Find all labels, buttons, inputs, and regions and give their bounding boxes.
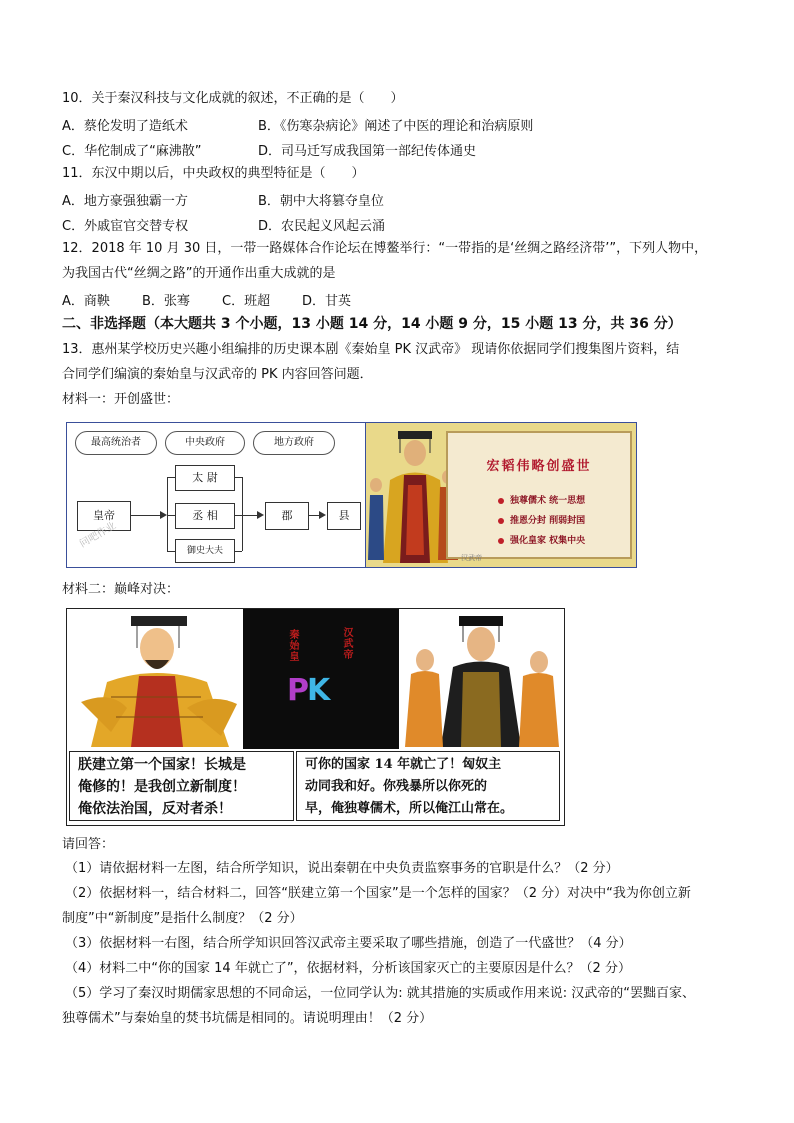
sub-question-5-line2: 独尊儒术”与秦始皇的焚书坑儒是相同的。请说明理由！（2 分） [62,1011,433,1026]
qin-shihuang-figure-icon [71,612,241,747]
sub-question-4: （4）材料二中“你的国家 14 年就亡了”，依据材料，分析该国家灭亡的主要原因是什么？（2 分） [65,961,631,976]
bullet-icon [498,538,504,544]
q11-stem: 11．东汉中期以后，中央政权的典型特征是（ ） [62,166,365,181]
emperor-figure-icon [368,425,458,565]
connector [234,551,242,552]
q10-option-c: C．华佗制成了“麻沸散” [62,144,202,159]
q13-intro-line2: 合同学们编演的秦始皇与汉武帝的 PK 内容回答问题． [62,367,373,382]
policy-text: 推恩分封 削弱封国 [510,516,586,526]
q12-stem-line2: 为我国古代“丝绸之路”的开通作出重大成就的是 [62,266,336,281]
q12-option-c: C．班超 [222,294,271,309]
section-two-heading: 二、非选择题（本大题共 3 个小题，13 小题 14 分，14 小题 9 分，15 小题 13 分，共 36 分） [62,316,682,332]
material-one-label: 材料一：开创盛世： [62,392,180,407]
q13-intro-line1: 13．惠州某学校历史兴趣小组编排的历史课本剧《秦始皇 PK 汉武帝》 现请你依据同学们搜集图片资料，结 [62,342,680,357]
q10-stem: 10．关于秦汉科技与文化成就的叙述，不正确的是（ ） [62,91,404,106]
connector [243,515,257,516]
arrow-icon [257,511,264,519]
connector [167,477,168,551]
connector [167,515,175,516]
minister-yushidafu-box: 御史大夫 [175,539,235,563]
pk-letter-k: K [307,673,329,708]
legend-local-government: 地方政府 [253,431,335,455]
han-wudi-speech-box [296,751,560,821]
watermark-text: 问吧作业 [77,520,119,550]
speech-line: 动同我和好。你残暴所以你死的 [305,779,488,794]
speech-line: 可你的国家 14 年就亡了！匈奴主 [305,757,502,772]
q11-option-b: B．朝中大将篡夺皇位 [258,194,384,209]
speech-line: 早，俺独尊儒术，所以俺江山常在。 [305,801,514,816]
connector [130,515,160,516]
material-two-label: 材料二：巅峰对决： [62,582,180,597]
han-wudi-image [401,612,561,747]
emperor-box: 皇帝 [77,501,131,531]
commandery-box: 郡 [265,502,309,530]
connector [167,551,175,552]
connector [234,477,242,478]
speech-line: 俺依法治国，反对者杀！ [78,801,232,817]
q11-option-a: A．地方豪强独霸一方 [62,194,188,209]
poster-scroll [446,431,632,559]
sub-question-2-line2: 制度”中“新制度”是指什么制度？（2 分） [62,911,303,926]
material-two-frame [66,608,565,826]
county-box: 县 [327,502,361,530]
sub-question-5-line1: （5）学习了秦汉时期儒家思想的不同命运，一位同学认为: 就其措施的实质或作用来说: 汉武帝的“罢黜百家、 [65,986,696,1001]
name-han-wudi: 汉武帝 [341,627,352,660]
bullet-icon [498,498,504,504]
legend-central-government: 中央政府 [165,431,245,455]
connector [242,477,243,551]
pk-panel [243,609,399,749]
q12-option-b: B．张骞 [142,294,190,309]
minister-taiwei-box: 太 尉 [175,465,235,491]
q10-option-a: A．蔡伦发明了造纸术 [62,119,188,134]
ask-prompt: 请回答： [62,837,115,852]
han-wudi-poster [365,422,637,568]
q10-option-b: B．《伤寒杂病论》阐述了中医的理论和治病原则 [258,119,534,134]
policy-text: 强化皇家 权集中央 [510,536,586,546]
q11-option-d: D．农民起义风起云涌 [258,219,386,234]
qin-shihuang-image [71,612,241,747]
policy-item [498,493,585,506]
q12-option-a: A．商鞅 [62,294,110,309]
poster-title: 宏韬伟略创盛世 [486,459,592,474]
pk-letter-p: P [287,673,307,708]
q12-stem-line1: 12．2018 年 10 月 30 日，一带一路媒体合作论坛在博鳌举行：“一带指的是‘丝绸之路经济带’”，下列人物中， [62,241,708,256]
sub-question-2-line1: （2）依据材料一，结合材料二，回答“朕建立第一个国家”是一个怎样的国家？（2 分）对决中“我为你创立新 [65,886,691,901]
arrow-icon [319,511,326,519]
name-qin-shihuang: 秦始皇 [287,629,298,662]
minister-chengxiang-box: 丞 相 [175,503,235,529]
legend-supreme-ruler: 最高统治者 [75,431,157,455]
speech-line: 俺修的！是我创立新制度！ [78,779,246,795]
speech-line: 朕建立第一个国家！长城是 [78,757,246,773]
q12-option-d: D．甘英 [302,294,352,309]
policy-item [498,513,585,526]
qin-shihuang-speech-box [69,751,294,821]
connector [167,477,175,478]
poster-signature: 汉武帝 [461,554,482,562]
policy-text: 独尊儒术 统一思想 [510,496,586,506]
q10-option-d: D．司马迁写成我国第一部纪传体通史 [258,144,477,159]
qin-government-diagram [66,422,367,568]
arrow-icon [160,511,167,519]
q11-option-c: C．外戚宦官交替专权 [62,219,189,234]
policy-item [498,533,585,546]
sub-question-3: （3）依据材料一右图，结合所学知识回答汉武帝主要采取了哪些措施，创造了一代盛世？（4 分） [65,936,632,951]
bullet-icon [498,518,504,524]
sub-question-1: （1）请依据材料一左图，结合所学知识，说出秦朝在中央负责监察事务的官职是什么？（2 分） [65,861,619,876]
han-wudi-figure-icon [401,612,561,747]
connector [234,515,242,516]
pk-logo [287,673,328,708]
